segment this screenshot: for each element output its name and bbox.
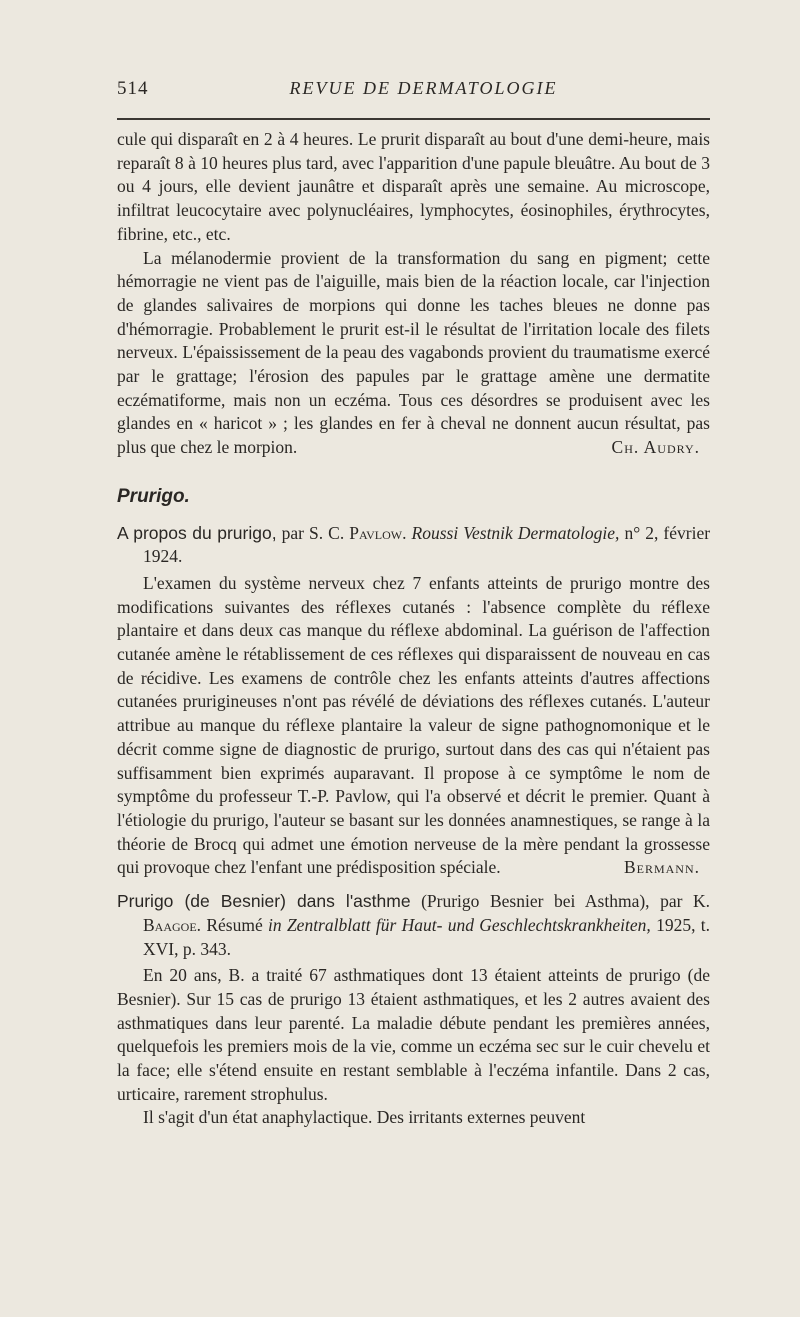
article-text: L'examen du système nerveux chez 7 enfants atteints de prurigo montre des modifications suivantes des réflexes cutanés : l'absence complète du réflexe plantaire et dans deux cas manque du réflexe abdominal. La guérison de l'affection cutanée amène le rétablissement de ces réflexes qui disparaissent de nouveau en cas de récidive. Les examens de contrôle chez les enfants atteints d'autres affections cutanées prurigineuses n'ont pas révélé de déviations des réflexes cutanés. L'auteur attribue au manque du réflexe plantaire la valeur de signe pathognomonique et le décrit comme signe de diagnostic de prurigo, surtout dans des cas qui n'étaient pas suffisamment bien exprimés auparavant. Il propose à ce symptôme le nom de symptôme du professeur T.-P. Pavlow, qui l'a observé et décrit le premier. Quant à l'étiologie du prurigo, l'auteur se basant sur les données anamnestiques, se range à la théorie de Brocq qui admet une émotion nerveuse de la mère pendant la grossesse qui provoque chez l'enfant une prédisposition spéciale. — [117, 572, 710, 878]
article-by: par S. C. — [281, 522, 345, 543]
article-title: Prurigo (de Besnier) dans l'asthme — [117, 891, 411, 912]
running-title: REVUE DE DERMATOLOGIE — [289, 78, 558, 98]
article-resume: Résumé — [206, 914, 263, 935]
paragraph-continuation: cule qui disparaît en 2 à 4 heures. Le prurit disparaît au bout d'une demi-heure, mais reparaît 8 à 10 heures plus tard, avec l'apparition d'une papule bleuâtre. Au bout de 3 ou 4 jours, elle devient jaunâtre et disparaît après une semaine. Au microscope, infiltrat leucocytaire avec polynucléaires, lymphocytes, éosinophiles, érythrocytes, fibrine, etc., etc. — [117, 129, 710, 244]
article-issue: n° 2, février 1924. — [143, 522, 711, 567]
paragraph-text: La mélanodermie provient de la transformation du sang en pigment; cette hémorragie ne vient pas de l'aiguille, mais bien de la réaction locale, car l'injection de glandes salivaires de morpions qui donne les taches bleues ne donne pas d'hémorragie. Probablement le prurit est-il le résultat de l'irritation locale des filets nerveux. L'épaississement de la peau des vagabonds provient du traumatisme exercé par le grattage; l'érosion des papules par le grattage amène une dermatite eczématiforme, mais non un eczéma. Tous ces désordres se produisent avec les glandes en « haricot » ; les glandes en fer à cheval ne donnent aucun résultat, pas plus que chez le morpion. — [117, 247, 710, 458]
header-rule — [117, 118, 710, 120]
page-body — [117, 128, 710, 1130]
section-title: Prurigo. — [117, 485, 190, 507]
running-header — [117, 78, 710, 108]
article-heading — [117, 522, 710, 569]
article-journal: in Zentralblatt für Haut- und Geschlechtskrankheiten, — [268, 914, 651, 935]
page-number: 514 — [117, 78, 149, 99]
article-citation: 1925, t. XVI, p. 343. — [143, 914, 710, 959]
article-author: Pavlow. — [349, 522, 407, 543]
article-journal: Roussi Vestnik Dermatologie, — [411, 522, 620, 543]
article-heading — [117, 890, 710, 961]
article-author: K. Baagoe. — [143, 891, 711, 935]
article-original-title: (Prurigo Besnier bei Asthma), par — [421, 891, 683, 912]
article-title: A propos du prurigo, — [117, 522, 277, 543]
article-body — [117, 572, 710, 880]
paragraph-melanodermie — [117, 247, 710, 460]
author-signature: Bermann. — [623, 857, 700, 878]
article-body: En 20 ans, B. a traité 67 asthmatiques dont 13 étaient atteints de prurigo (de Besnier). Sur 15 cas de prurigo 13 étaient asthmatiques, et les 2 autres avaient des asthmatiques dans leur parenté. La maladie débute pendant les premières années, quelquefois les premiers mois de la vie, comme un eczéma sec sur le cuir chevelu et la face; elle s'étend ensuite en restant semblable à l'eczéma infantile. Dans 2 cas, urticaire, rarement strophulus. — [117, 965, 710, 1104]
article-body: Il s'agit d'un état anaphylactique. Des irritants externes peuvent — [143, 1107, 586, 1128]
author-signature: Ch. Audry. — [611, 437, 700, 458]
